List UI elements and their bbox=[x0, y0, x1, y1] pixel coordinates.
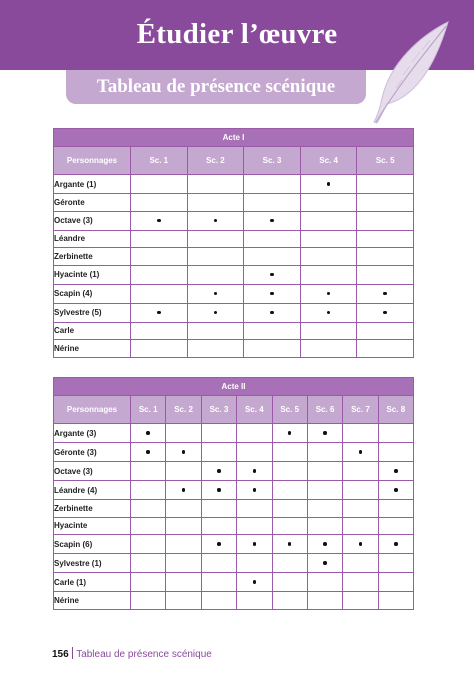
presence-cell bbox=[343, 443, 378, 462]
presence-cell bbox=[343, 517, 378, 535]
presence-dot-icon bbox=[383, 292, 387, 296]
presence-cell bbox=[272, 573, 307, 592]
presence-cell bbox=[244, 211, 301, 230]
table-row bbox=[54, 303, 414, 322]
presence-cell bbox=[201, 500, 236, 518]
presence-dot-icon bbox=[383, 311, 387, 315]
presence-cell bbox=[307, 424, 342, 443]
presence-cell bbox=[187, 175, 244, 194]
column-header-scene: Sc. 4 bbox=[300, 147, 357, 175]
table-row bbox=[54, 194, 414, 212]
act-header: Acte I bbox=[54, 129, 414, 147]
feather-quill-icon bbox=[360, 18, 460, 128]
presence-cell bbox=[131, 284, 188, 303]
character-name: Hyacinte (1) bbox=[54, 265, 131, 284]
column-header-characters: Personnages bbox=[54, 396, 131, 424]
column-header-scene: Sc. 3 bbox=[201, 396, 236, 424]
table-row bbox=[54, 248, 414, 266]
presence-cell bbox=[131, 265, 188, 284]
presence-cell bbox=[307, 535, 342, 554]
character-name: Scapin (6) bbox=[54, 535, 131, 554]
presence-dot-icon bbox=[253, 542, 257, 546]
presence-dot-icon bbox=[214, 311, 218, 315]
presence-cell bbox=[307, 443, 342, 462]
presence-cell bbox=[272, 443, 307, 462]
presence-dot-icon bbox=[327, 182, 331, 186]
presence-dot-icon bbox=[394, 469, 398, 473]
character-name: Octave (3) bbox=[54, 462, 131, 481]
presence-cell bbox=[272, 535, 307, 554]
presence-dot-icon bbox=[217, 542, 221, 546]
presence-cell bbox=[307, 462, 342, 481]
presence-cell bbox=[237, 443, 272, 462]
column-header-scene: Sc. 3 bbox=[244, 147, 301, 175]
presence-dot-icon bbox=[253, 580, 257, 584]
presence-cell bbox=[131, 424, 166, 443]
presence-cell bbox=[131, 194, 188, 212]
presence-cell bbox=[378, 462, 413, 481]
presence-cell bbox=[131, 517, 166, 535]
presence-cell bbox=[357, 303, 414, 322]
presence-dot-icon bbox=[323, 542, 327, 546]
presence-cell bbox=[343, 462, 378, 481]
column-header-scene: Sc. 4 bbox=[237, 396, 272, 424]
presence-cell bbox=[131, 340, 188, 358]
table-row bbox=[54, 462, 414, 481]
page-footer bbox=[52, 647, 212, 660]
presence-cell bbox=[300, 211, 357, 230]
presence-dot-icon bbox=[394, 488, 398, 492]
presence-cell bbox=[343, 592, 378, 610]
presence-cell bbox=[201, 535, 236, 554]
presence-cell bbox=[307, 554, 342, 573]
presence-cell bbox=[237, 462, 272, 481]
presence-cell bbox=[166, 500, 201, 518]
presence-cell bbox=[187, 230, 244, 248]
presence-cell bbox=[187, 211, 244, 230]
character-name: Carle bbox=[54, 322, 131, 340]
presence-cell bbox=[300, 303, 357, 322]
presence-cell bbox=[244, 230, 301, 248]
table-row bbox=[54, 481, 414, 500]
table-row bbox=[54, 175, 414, 194]
presence-dot-icon bbox=[323, 431, 327, 435]
presence-dot-icon bbox=[157, 219, 161, 223]
presence-cell bbox=[187, 303, 244, 322]
presence-dot-icon bbox=[253, 469, 257, 473]
presence-cell bbox=[357, 175, 414, 194]
presence-cell bbox=[272, 592, 307, 610]
presence-cell bbox=[272, 462, 307, 481]
presence-cell bbox=[378, 424, 413, 443]
presence-cell bbox=[357, 265, 414, 284]
presence-cell bbox=[300, 340, 357, 358]
presence-cell bbox=[237, 592, 272, 610]
presence-cell bbox=[237, 573, 272, 592]
act-header: Acte II bbox=[54, 378, 414, 396]
presence-cell bbox=[201, 462, 236, 481]
presence-cell bbox=[378, 573, 413, 592]
presence-cell bbox=[300, 265, 357, 284]
presence-cell bbox=[244, 340, 301, 358]
presence-cell bbox=[272, 481, 307, 500]
table-row bbox=[54, 500, 414, 518]
presence-dot-icon bbox=[327, 292, 331, 296]
presence-cell bbox=[378, 535, 413, 554]
presence-dot-icon bbox=[270, 273, 274, 277]
presence-dot-icon bbox=[146, 450, 150, 454]
presence-cell bbox=[357, 194, 414, 212]
presence-cell bbox=[378, 500, 413, 518]
presence-cell bbox=[237, 481, 272, 500]
character-name: Argante (3) bbox=[54, 424, 131, 443]
presence-cell bbox=[300, 230, 357, 248]
presence-cell bbox=[166, 517, 201, 535]
table-row bbox=[54, 517, 414, 535]
presence-cell bbox=[166, 424, 201, 443]
presence-cell bbox=[300, 322, 357, 340]
presence-cell bbox=[166, 554, 201, 573]
presence-cell bbox=[131, 535, 166, 554]
presence-dot-icon bbox=[270, 292, 274, 296]
presence-dot-icon bbox=[217, 469, 221, 473]
presence-cell bbox=[357, 211, 414, 230]
presence-cell bbox=[131, 554, 166, 573]
presence-cell bbox=[378, 554, 413, 573]
presence-table-act-1 bbox=[53, 128, 414, 358]
presence-cell bbox=[300, 175, 357, 194]
presence-cell bbox=[272, 500, 307, 518]
column-header-characters: Personnages bbox=[54, 147, 131, 175]
table-row bbox=[54, 535, 414, 554]
presence-dot-icon bbox=[253, 488, 257, 492]
presence-cell bbox=[343, 424, 378, 443]
presence-cell bbox=[300, 284, 357, 303]
column-header-scene: Sc. 7 bbox=[343, 396, 378, 424]
presence-cell bbox=[378, 592, 413, 610]
table-row bbox=[54, 554, 414, 573]
character-name: Octave (3) bbox=[54, 211, 131, 230]
presence-cell bbox=[244, 175, 301, 194]
presence-cell bbox=[166, 462, 201, 481]
presence-dot-icon bbox=[217, 488, 221, 492]
presence-cell bbox=[343, 554, 378, 573]
presence-cell bbox=[343, 535, 378, 554]
presence-cell bbox=[131, 500, 166, 518]
presence-dot-icon bbox=[214, 219, 218, 223]
presence-cell bbox=[201, 573, 236, 592]
presence-cell bbox=[201, 554, 236, 573]
presence-cell bbox=[272, 424, 307, 443]
table-row bbox=[54, 443, 414, 462]
column-header-scene: Sc. 6 bbox=[307, 396, 342, 424]
presence-cell bbox=[187, 340, 244, 358]
presence-cell bbox=[201, 443, 236, 462]
presence-dot-icon bbox=[327, 311, 331, 315]
presence-cell bbox=[187, 322, 244, 340]
presence-cell bbox=[131, 211, 188, 230]
presence-cell bbox=[272, 554, 307, 573]
table-row bbox=[54, 322, 414, 340]
character-name: Hyacinte bbox=[54, 517, 131, 535]
column-header-scene: Sc. 2 bbox=[187, 147, 244, 175]
presence-cell bbox=[307, 481, 342, 500]
presence-cell bbox=[378, 481, 413, 500]
footer-separator bbox=[72, 647, 74, 659]
presence-cell bbox=[187, 248, 244, 266]
character-name: Argante (1) bbox=[54, 175, 131, 194]
presence-cell bbox=[244, 194, 301, 212]
page-title: Étudier l’œuvre bbox=[136, 18, 338, 50]
table-row bbox=[54, 211, 414, 230]
character-name: Nérine bbox=[54, 340, 131, 358]
table-row bbox=[54, 284, 414, 303]
character-name: Scapin (4) bbox=[54, 284, 131, 303]
presence-cell bbox=[201, 481, 236, 500]
presence-cell bbox=[166, 535, 201, 554]
presence-cell bbox=[187, 284, 244, 303]
presence-cell bbox=[357, 340, 414, 358]
presence-dot-icon bbox=[359, 450, 363, 454]
presence-cell bbox=[244, 322, 301, 340]
presence-cell bbox=[343, 573, 378, 592]
presence-cell bbox=[131, 443, 166, 462]
presence-cell bbox=[131, 248, 188, 266]
presence-dot-icon bbox=[288, 431, 292, 435]
presence-cell bbox=[357, 284, 414, 303]
presence-cell bbox=[244, 284, 301, 303]
presence-cell bbox=[343, 481, 378, 500]
presence-cell bbox=[357, 322, 414, 340]
presence-cell bbox=[343, 500, 378, 518]
table-row bbox=[54, 424, 414, 443]
presence-cell bbox=[201, 517, 236, 535]
character-name: Géronte (3) bbox=[54, 443, 131, 462]
section-subtitle: Tableau de présence scénique bbox=[66, 70, 366, 104]
presence-cell bbox=[131, 462, 166, 481]
character-name: Sylvestre (5) bbox=[54, 303, 131, 322]
character-name: Carle (1) bbox=[54, 573, 131, 592]
presence-cell bbox=[307, 517, 342, 535]
presence-cell bbox=[131, 322, 188, 340]
presence-cell bbox=[378, 517, 413, 535]
column-header-scene: Sc. 1 bbox=[131, 147, 188, 175]
presence-cell bbox=[357, 248, 414, 266]
presence-cell bbox=[307, 592, 342, 610]
character-name: Géronte bbox=[54, 194, 131, 212]
presence-cell bbox=[307, 500, 342, 518]
presence-dot-icon bbox=[182, 450, 186, 454]
presence-dot-icon bbox=[323, 561, 327, 565]
presence-dot-icon bbox=[146, 431, 150, 435]
presence-cell bbox=[187, 265, 244, 284]
presence-cell bbox=[237, 535, 272, 554]
presence-cell bbox=[166, 443, 201, 462]
presence-cell bbox=[131, 303, 188, 322]
table-row bbox=[54, 230, 414, 248]
presence-cell bbox=[378, 443, 413, 462]
footer-label: Tableau de présence scénique bbox=[76, 649, 212, 660]
table-row bbox=[54, 573, 414, 592]
presence-cell bbox=[307, 573, 342, 592]
presence-cell bbox=[131, 592, 166, 610]
presence-cell bbox=[300, 248, 357, 266]
presence-cell bbox=[244, 303, 301, 322]
presence-dot-icon bbox=[288, 542, 292, 546]
presence-cell bbox=[131, 481, 166, 500]
presence-cell bbox=[244, 248, 301, 266]
presence-dot-icon bbox=[270, 219, 274, 223]
presence-cell bbox=[237, 424, 272, 443]
presence-table-act-2 bbox=[53, 377, 414, 610]
presence-cell bbox=[272, 517, 307, 535]
character-name: Léandre bbox=[54, 230, 131, 248]
column-header-scene: Sc. 2 bbox=[166, 396, 201, 424]
table-row bbox=[54, 592, 414, 610]
column-header-scene: Sc. 1 bbox=[131, 396, 166, 424]
presence-dot-icon bbox=[394, 542, 398, 546]
presence-cell bbox=[166, 573, 201, 592]
presence-dot-icon bbox=[270, 311, 274, 315]
page-number: 156 bbox=[52, 649, 69, 660]
presence-cell bbox=[166, 481, 201, 500]
character-name: Sylvestre (1) bbox=[54, 554, 131, 573]
table-row bbox=[54, 340, 414, 358]
presence-cell bbox=[187, 194, 244, 212]
presence-cell bbox=[300, 194, 357, 212]
presence-cell bbox=[131, 175, 188, 194]
presence-dot-icon bbox=[182, 488, 186, 492]
presence-cell bbox=[237, 500, 272, 518]
presence-cell bbox=[201, 592, 236, 610]
presence-cell bbox=[131, 230, 188, 248]
character-name: Zerbinette bbox=[54, 248, 131, 266]
column-header-scene: Sc. 5 bbox=[357, 147, 414, 175]
column-header-scene: Sc. 8 bbox=[378, 396, 413, 424]
presence-dot-icon bbox=[214, 292, 218, 296]
character-name: Léandre (4) bbox=[54, 481, 131, 500]
presence-cell bbox=[244, 265, 301, 284]
character-name: Zerbinette bbox=[54, 500, 131, 518]
presence-cell bbox=[201, 424, 236, 443]
column-header-scene: Sc. 5 bbox=[272, 396, 307, 424]
presence-cell bbox=[237, 517, 272, 535]
presence-cell bbox=[357, 230, 414, 248]
presence-cell bbox=[131, 573, 166, 592]
table-row bbox=[54, 265, 414, 284]
presence-cell bbox=[237, 554, 272, 573]
presence-dot-icon bbox=[157, 311, 161, 315]
character-name: Nérine bbox=[54, 592, 131, 610]
presence-dot-icon bbox=[359, 542, 363, 546]
presence-cell bbox=[166, 592, 201, 610]
